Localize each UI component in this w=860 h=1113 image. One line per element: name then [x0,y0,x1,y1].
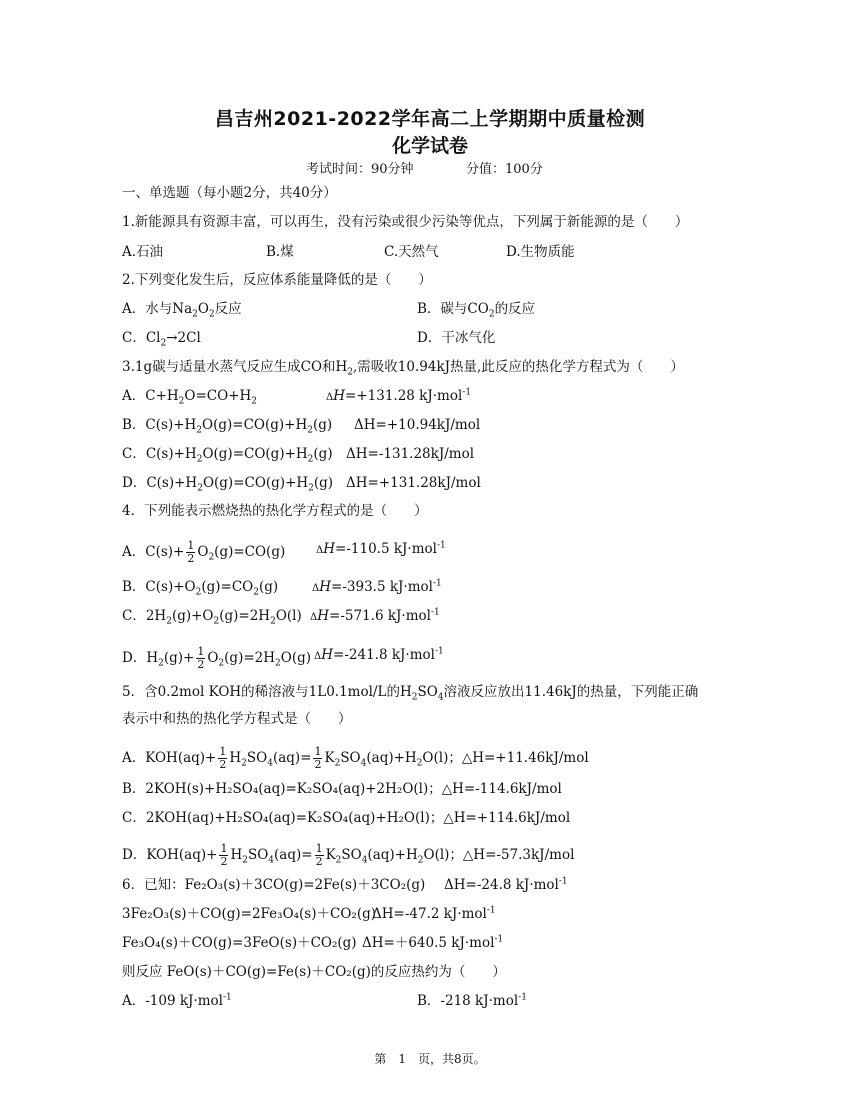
q3-option-b: B．$C(s)+H_2O(g)=CO(g)+H_2(g)$ [122,417,333,436]
q6-option-a: A．-109 kJ·mol$^{-1}$ [122,992,232,1009]
exam-time: 考试时间：90分钟 [306,162,414,177]
q4-option-c: C．$2H_2(g)+O_2(g)=2H_2O(l)$ [122,608,302,627]
exam-score: 分值：100分 [466,162,543,177]
exam-subtitle: 化学试卷 [391,135,468,157]
page-footer: 第 1 页，共8页。 [374,1052,486,1066]
exam-title: 昌吉州2021-2022学年高二上学期期中质量检测 [214,108,646,130]
q5-option-a: A．KOH(aq)+ $\frac{1}{2}$ $H_2SO_4(aq)=$ $\frac{1}{2}$ $K_2SO_4(aq)+H_2O(l)$；△H=+11.46kJ/mol [122,745,589,771]
question-2-stem: 2.下列变化发生后，反应体系能量降低的是（ ） [122,272,432,288]
q6-option-b: B．-218 kJ·mol$^{-1}$ [417,992,527,1009]
q4-option-c-enthalpy: ΔH=-571.6 kJ·mol$^{-1}$ [310,607,440,624]
question-6-line-4: 则反应 FeO(s)＋CO(g)=Fe(s)＋CO₂(g)的反应热约为（ ） [122,964,506,980]
fraction-half: $\frac{1}{2}$ [220,842,228,868]
fraction-half: $\frac{1}{2}$ [187,539,195,565]
q4-option-d: D．$H_2(g)+$ $\frac{1}{2}$ $O_2(g)=2H_2O(g)$ [122,645,311,671]
question-5-stem: 5．含0.2mol KOH的稀溶液与1L0.1mol/L的$H_2SO_4$溶液反应放出11.46kJ的热量，下列能正确 [122,684,699,703]
question-6-line-2-enthalpy: ΔH=-47.2 kJ·mol$^{-1}$ [372,905,496,922]
fraction-half: $\frac{1}{2}$ [315,842,323,868]
question-6-line-3-enthalpy: ΔH=＋640.5 kJ·mol$^{-1}$ [362,934,504,951]
q3-option-a: A．$C+H_2O=CO+H_2$ [122,388,258,407]
q3-option-a-enthalpy: ΔH=+131.28 kJ·mol$^{-1}$ [326,387,472,404]
question-6-line-1-enthalpy: ΔH=-24.8 kJ·mol$^{-1}$ [444,876,568,893]
q4-option-a: A．C(s)+ $\frac{1}{2}$ $O_2(g)=CO(g)$ [122,539,286,565]
q1-option-b: B.煤 [266,244,294,260]
q2-option-a: A．水与$Na_2O_2$反应 [122,301,242,320]
question-4-stem: 4．下列能表示燃烧热的热化学方程式的是（ ） [122,503,428,519]
fraction-half: $\frac{1}{2}$ [219,745,227,771]
q5-option-b: B．2KOH(s)+H₂SO₄(aq)=K₂SO₄(aq)+2H₂O(l)；△H=-114.6kJ/mol [122,781,562,797]
fraction-half: $\frac{1}{2}$ [314,745,322,771]
q1-option-d: D.生物质能 [506,244,575,260]
q4-option-d-enthalpy: ΔH=-241.8 kJ·mol$^{-1}$ [314,646,444,663]
fraction-half: $\frac{1}{2}$ [197,645,205,671]
q1-option-c: C.天然气 [384,244,439,260]
q3-option-c-enthalpy: ΔH=-131.28kJ/mol [346,446,475,462]
section-heading: 一、单选题（每小题2分，共40分） [122,185,337,201]
q3-option-d-enthalpy: ΔH=+131.28kJ/mol [346,475,481,491]
question-3-stem: 3.1g碳与适量水蒸气反应生成CO和$H_2$,需吸收10.94kJ热量,此反应的热化学方程式为（ ） [122,359,684,378]
q2-option-d: D．干冰气化 [417,330,496,346]
q5-option-c: C．2KOH(aq)+H₂SO₄(aq)=K₂SO₄(aq)+H₂O(l)；△H=+114.6kJ/mol [122,810,571,826]
q3-option-c: C．$C(s)+H_2O(g)=CO(g)+H_2(g)$ [122,446,333,465]
q4-option-a-enthalpy: ΔH=-110.5 kJ·mol$^{-1}$ [316,540,446,557]
q4-option-b: B．$C(s)+O_2(g)=CO_2(g)$ [122,579,279,598]
question-1-stem: 1.新能源具有资源丰富，可以再生，没有污染或很少污染等优点，下列属于新能源的是（ ） [122,214,689,230]
question-5-stem-cont: 表示中和热的热化学方程式是（ ） [122,711,352,727]
question-6-line-2: 3Fe₂O₃(s)＋CO(g)=2Fe₃O₄(s)＋CO₂(g) [122,906,376,922]
q4-option-b-enthalpy: ΔH=-393.5 kJ·mol$^{-1}$ [312,578,442,595]
q2-option-b: B．碳与$CO_2$的反应 [417,301,536,320]
q3-option-d: D．$C(s)+H_2O(g)=CO(g)+H_2(g)$ [122,475,334,494]
q3-option-b-enthalpy: ΔH=+10.94kJ/mol [354,417,481,433]
question-6-line-3: Fe₃O₄(s)＋CO(g)=3FeO(s)＋CO₂(g) [122,935,357,951]
q5-option-d: D．KOH(aq)+ $\frac{1}{2}$ $H_2SO_4(aq)=$ $\frac{1}{2}$ $K_2SO_4(aq)+H_2O(l)$；△H=-57.3kJ/mol [122,842,575,868]
question-6-line-1: 6．已知：Fe₂O₃(s)＋3CO(g)=2Fe(s)＋3CO₂(g) [122,877,426,893]
q1-option-a: A.石油 [122,244,164,260]
q2-option-c: C．$Cl_2\to 2Cl$ [122,330,201,349]
